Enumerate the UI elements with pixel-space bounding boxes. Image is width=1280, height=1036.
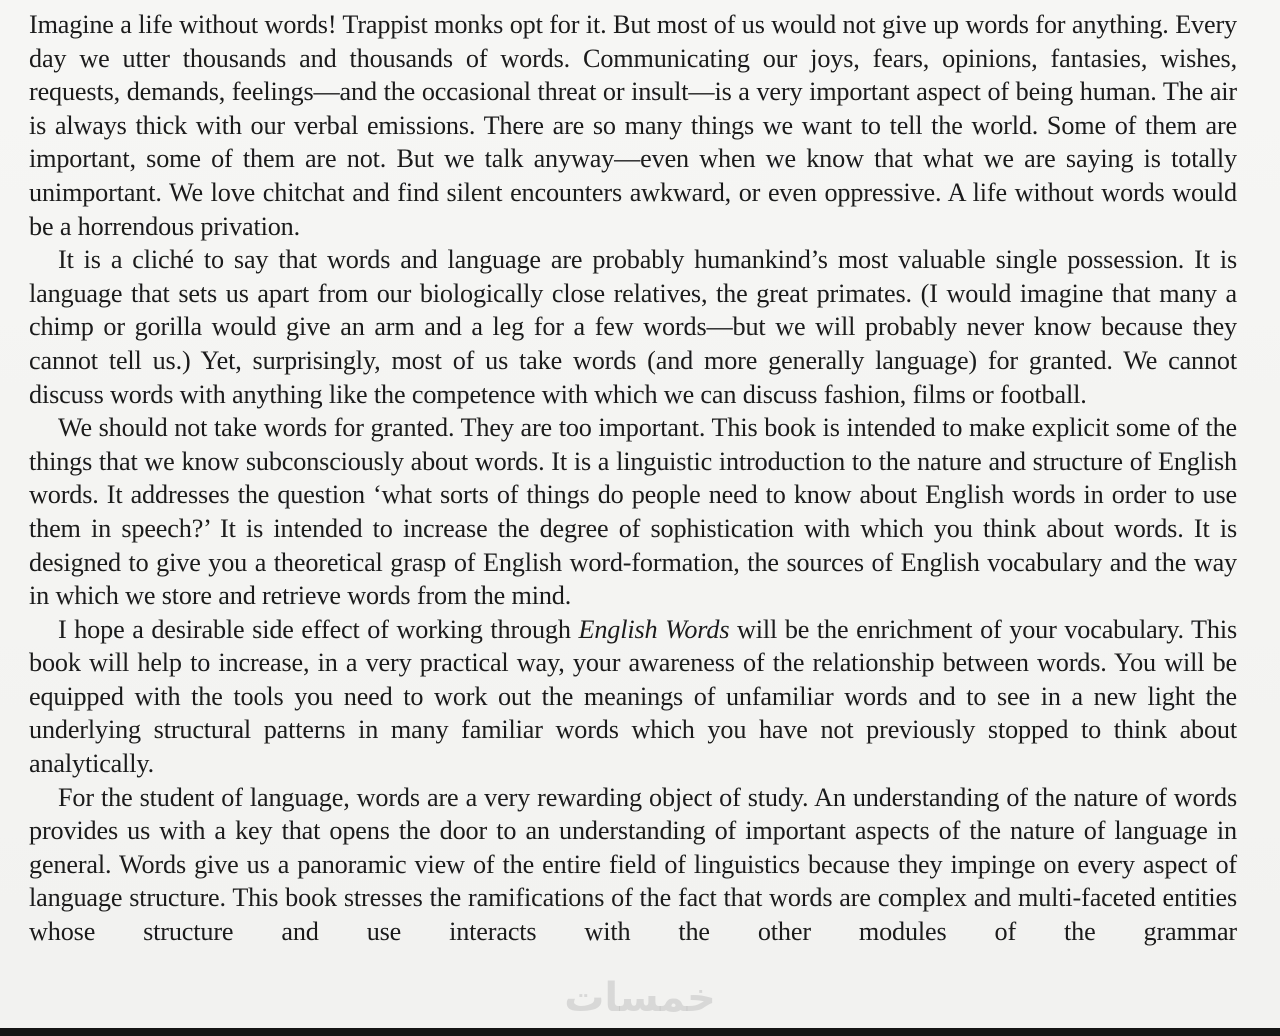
- book-title-english-words: English Words: [578, 614, 730, 644]
- paragraph-5: For the student of language, words are a very rewarding object of study. An understanding of the nature of words provides us with a key that opens the door to an understanding of important aspects of the nature of language in general. Words give us a panoramic view of the entire field of linguistics because they impinge on every aspect of language structure. This book stresses the ramifications of the fact that words are complex and multi-faceted entities whose structure and use interacts with the other modules of the grammar: [29, 782, 1237, 947]
- site-watermark: خمسات: [564, 975, 716, 1021]
- paragraph-2: It is a cliché to say that words and language are probably humankind’s most valuable single possession. It is language that sets us apart from our biologically close relatives, the great primates. (I would imagine that many a chimp or gorilla would give an arm and a leg for a few words—but we will probably never know because they cannot tell us.) Yet, surprisingly, most of us take words (and more generally language) for granted. We cannot discuss words with anything like the competence with which we can discuss fashion, films or football.: [29, 245, 1237, 409]
- paragraph-4-text-start: I hope a desirable side effect of working through: [58, 614, 579, 644]
- page-body-text: [29, 8, 1237, 949]
- paragraph-4: [29, 613, 1237, 781]
- paragraph-4-text-end: will be the enrichment of your vocabulary. This book will help to increase, in a very practical way, your awareness of the relationship between words. You will be equipped with the tools you need to work out the meanings of unfamiliar words and to see in a new light the underlying structural patterns in many familiar words which you have not previously stopped to think about analytically.: [29, 614, 1238, 779]
- bottom-edge-bar: [0, 1028, 1280, 1036]
- paragraph-3: We should not take words for granted. They are too important. This book is intended to make explicit some of the things that we know subconsciously about words. It is a linguistic introduction to the nature and structure of English words. It addresses the question ‘what sorts of things do people need to know about English words in order to use them in speech?’ It is intended to increase the degree of sophistication with which you think about words. It is designed to give you a theoretical grasp of English word-formation, the sources of English vocabulary and the way in which we store and retrieve words from the mind.: [29, 413, 1237, 611]
- paragraph-1: Imagine a life without words! Trappist monks opt for it. But most of us would not give up words for anything. Every day we utter thousands and thousands of words. Communicating our joys, fears, opinions, fantasies, wishes, requests, demands, feelings—and the occasional threat or insult—is a very important aspect of being human. The air is always thick with our verbal emissions. There are so many things we want to tell the world. Some of them are important, some of them are not. But we talk anyway—even when we know that what we are saying is totally unimportant. We love chitchat and find silent encounters awkward, or even oppressive. A life without words would be a horrendous privation.: [29, 10, 1237, 241]
